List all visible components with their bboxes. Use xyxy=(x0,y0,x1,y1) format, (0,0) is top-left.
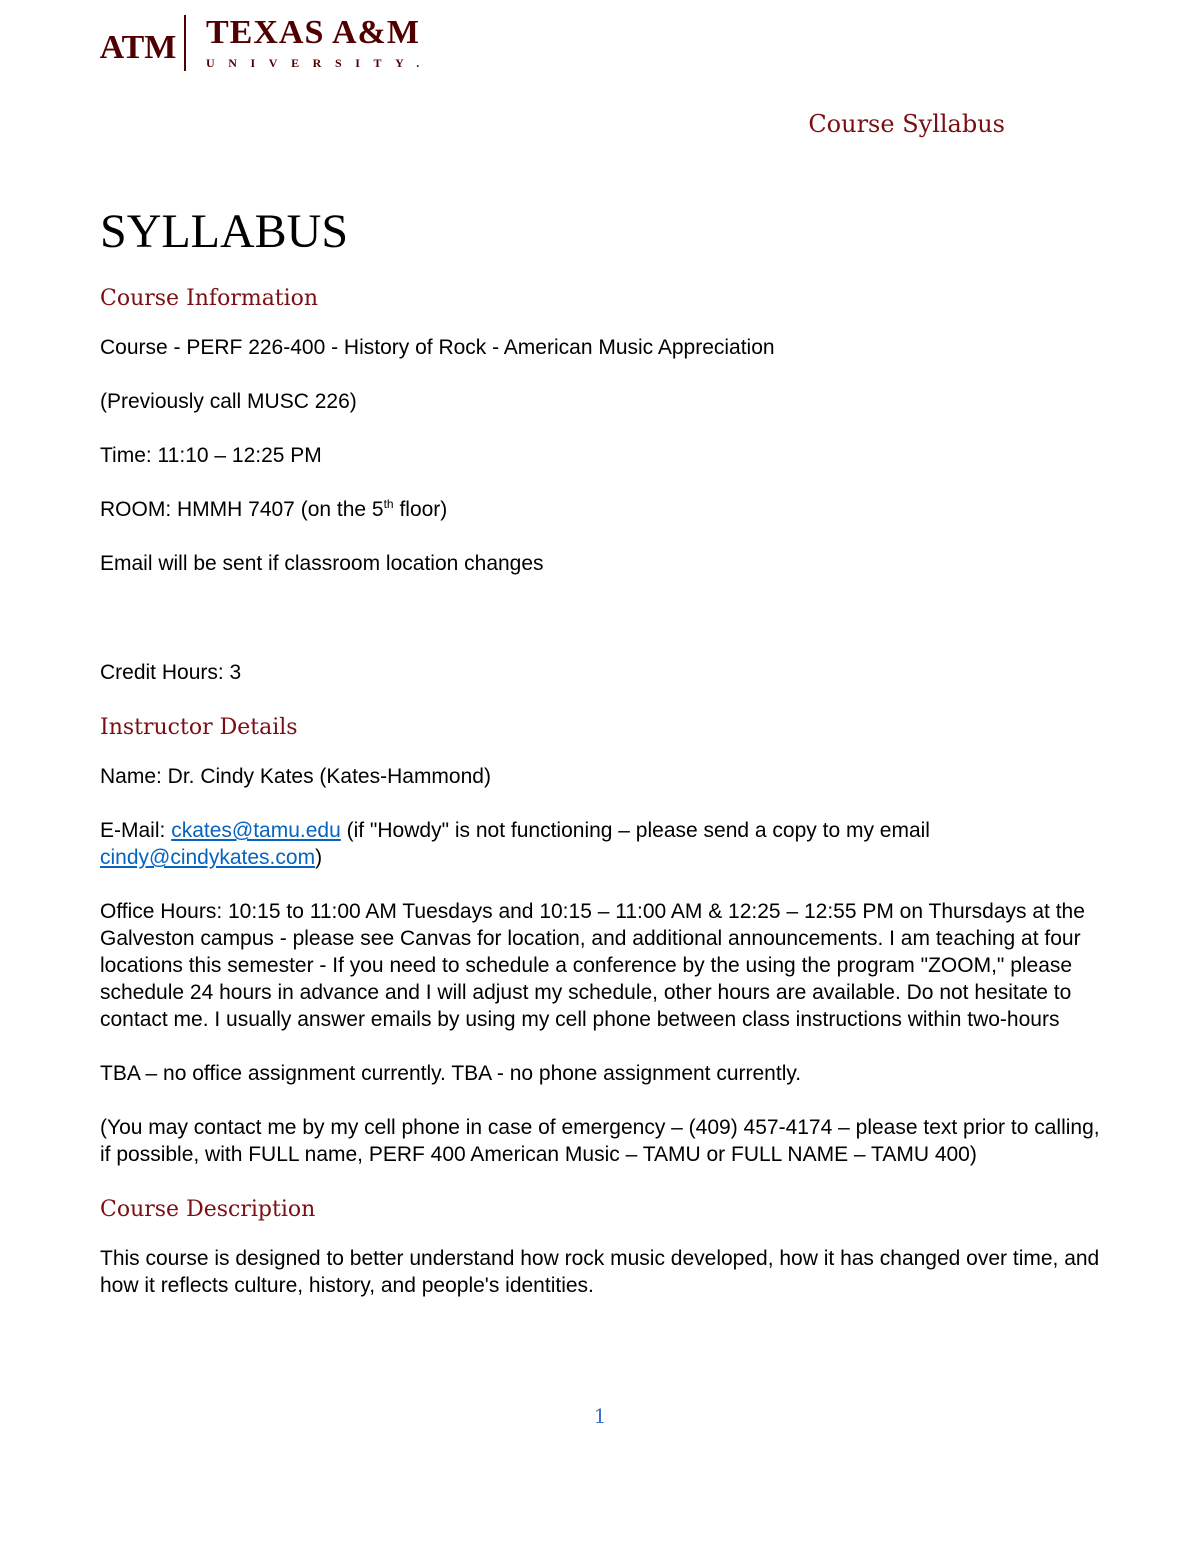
tamu-email-link[interactable]: ckates@tamu.edu xyxy=(171,819,341,842)
email-close: ) xyxy=(315,846,323,869)
logo-university-name: TEXAS A&M xyxy=(206,14,420,51)
time-line: Time: 11:10 – 12:25 PM xyxy=(100,444,322,467)
svg-text:ATM: ATM xyxy=(99,29,177,66)
email-note: (if "Howdy" is not functioning – please send a copy to my email xyxy=(340,819,930,842)
logo-divider xyxy=(184,15,186,71)
room-line xyxy=(100,496,1100,523)
course-information-heading: Course Information xyxy=(100,286,319,311)
document-title: SYLLABUS xyxy=(100,205,349,258)
email-note-line: Email will be sent if classroom location changes xyxy=(100,552,544,575)
office-hours-paragraph: Office Hours: 10:15 to 11:00 AM Tuesdays and 10:15 – 11:00 AM & 12:25 – 12:55 PM on Thursdays at the Galveston campus - please see Canvas for location, and additional announcements. I am teaching at four locations this semester - If you need to schedule a conference by the using the program "ZOOM," please schedule 24 hours in advance and I will adjust my schedule, other hours are available. Do not hesitate to contact me. I usually answer emails by using my cell phone between class instructions within two-hours xyxy=(100,900,1085,1031)
instructor-email-line xyxy=(100,817,1100,871)
header-course-syllabus: Course Syllabus xyxy=(808,110,1005,138)
instructor-name-line: Name: Dr. Cindy Kates (Kates-Hammond) xyxy=(100,765,491,788)
blank-line xyxy=(100,604,1100,659)
instructor-details-heading: Instructor Details xyxy=(100,715,298,740)
room-text: ROOM: HMMH 7407 (on the 5 xyxy=(100,498,384,521)
tba-line: TBA – no office assignment currently. TBA - no phone assignment currently. xyxy=(100,1062,802,1085)
logo-university-sub: UNIVERSITY. xyxy=(206,56,433,70)
course-line: Course - PERF 226-400 - History of Rock - American Music Appreciation xyxy=(100,336,775,359)
course-description-text: This course is designed to better understand how rock music developed, how it has changed over time, and how it reflects culture, history, and people's identities. xyxy=(100,1247,1100,1297)
logo-wordmark xyxy=(206,16,433,70)
emergency-contact-paragraph: (You may contact me by my cell phone in case of emergency – (409) 457-4174 – please text prior to calling, if possible, with FULL name, PERF 400 American Music – TAMU or FULL NAME – TAMU 400) xyxy=(100,1116,1100,1166)
room-superscript: th xyxy=(383,497,394,511)
credit-hours-line: Credit Hours: 3 xyxy=(100,661,242,684)
document-body xyxy=(100,200,1100,1326)
previous-name-line: (Previously call MUSC 226) xyxy=(100,390,357,413)
tamu-logo xyxy=(99,14,433,72)
page-number: 1 xyxy=(593,1404,607,1428)
email-label: E-Mail: xyxy=(100,819,172,842)
personal-email-link[interactable]: cindy@cindykates.com xyxy=(100,846,316,869)
atm-logo-mark-icon xyxy=(99,18,177,68)
room-text-end: floor) xyxy=(393,498,448,521)
course-description-heading: Course Description xyxy=(100,1197,316,1222)
